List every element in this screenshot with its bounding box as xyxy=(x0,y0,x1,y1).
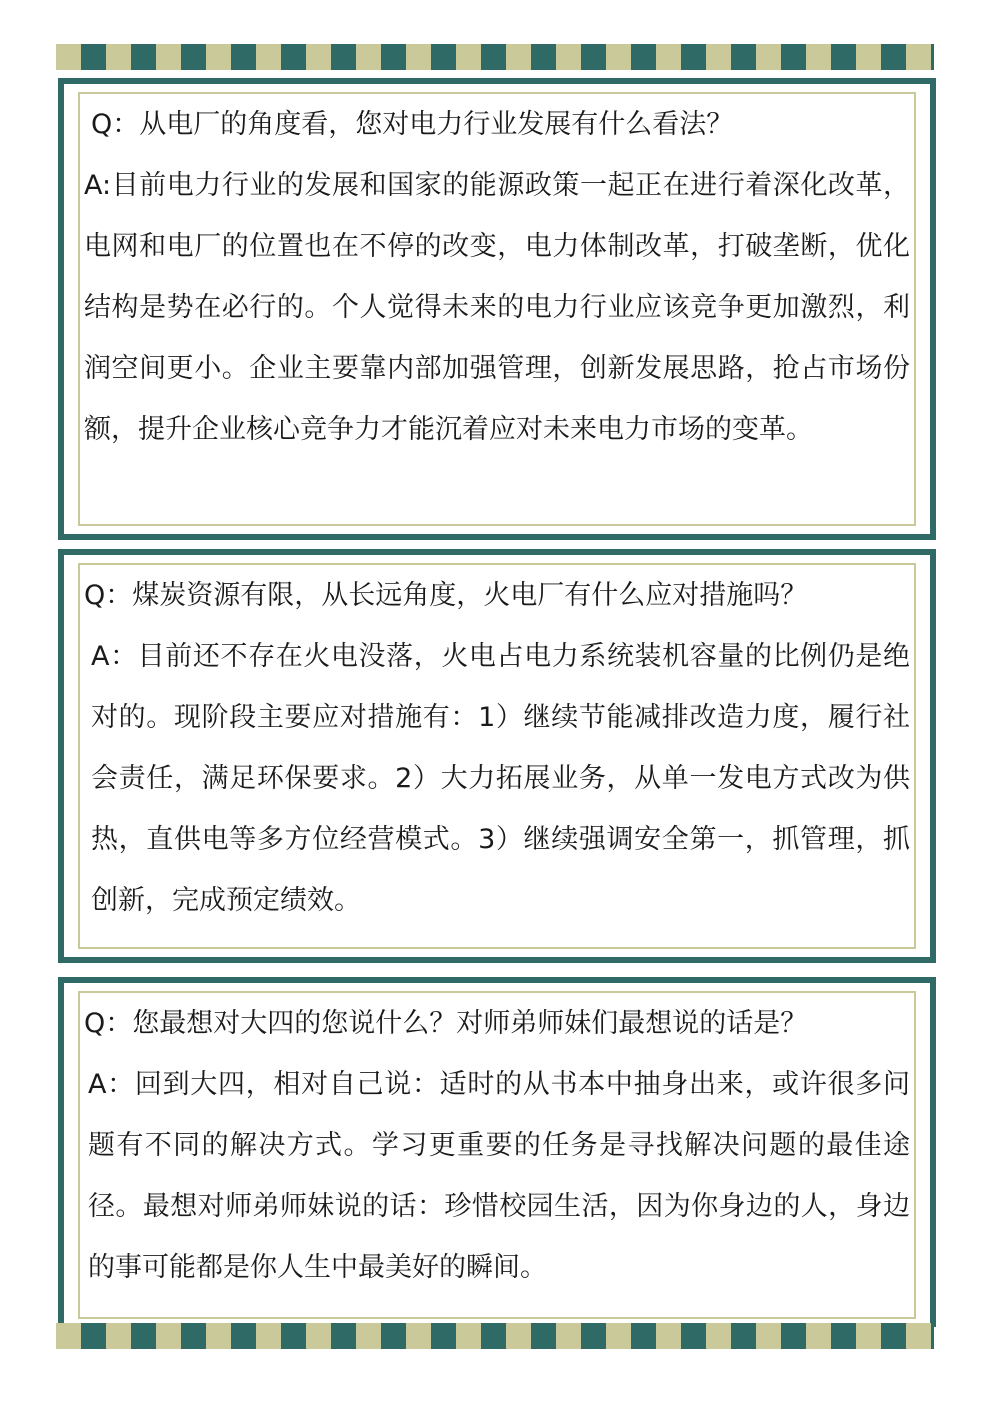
qa-card-2 xyxy=(58,549,936,963)
qa-card-content xyxy=(84,993,910,1298)
answer-text: A：回到大四，相对自己说：适时的从书本中抽身出来，或许很多问题有不同的解决方式。学习更重要的任务是寻找解决问题的最佳途径。最想对师弟师妹说的话：珍惜校园生活，因为你身边的人，身边的事可能都是你人生中最美好的瞬间。 xyxy=(88,1069,910,1283)
answer-text: A:目前电力行业的发展和国家的能源政策一起正在进行着深化改革，电网和电厂的位置也在不停的改变，电力体制改革，打破垄断，优化结构是势在必行的。个人觉得未来的电力行业应该竞争更加激烈，利润空间更小。企业主要靠内部加强管理，创新发展思路，抢占市场份额，提升企业核心竞争力才能沉着应对未来电力市场的变革。 xyxy=(84,170,910,445)
top-decorative-stripe xyxy=(56,44,934,70)
answer-text: A：目前还不存在火电没落，火电占电力系统装机容量的比例仍是绝对的。现阶段主要应对措施有：1）继续节能减排改造力度，履行社会责任，满足环保要求。2）大力拓展业务，从单一发电方式改为供热，直供电等多方位经营模式。3）继续强调安全第一，抓管理，抓创新，完成预定绩效。 xyxy=(91,641,910,916)
qa-card-3 xyxy=(58,977,936,1327)
question-text: Q：煤炭资源有限，从长远角度，火电厂有什么应对措施吗？ xyxy=(84,580,808,611)
question-text: Q：您最想对大四的您说什么？对师弟师妹们最想说的话是？ xyxy=(84,1008,808,1039)
bottom-decorative-stripe xyxy=(56,1323,934,1349)
qa-card-content xyxy=(84,565,910,931)
qa-card-1 xyxy=(58,78,936,540)
question-text: Q：从电厂的角度看，您对电力行业发展有什么看法？ xyxy=(91,109,734,140)
qa-card-content xyxy=(84,94,910,460)
